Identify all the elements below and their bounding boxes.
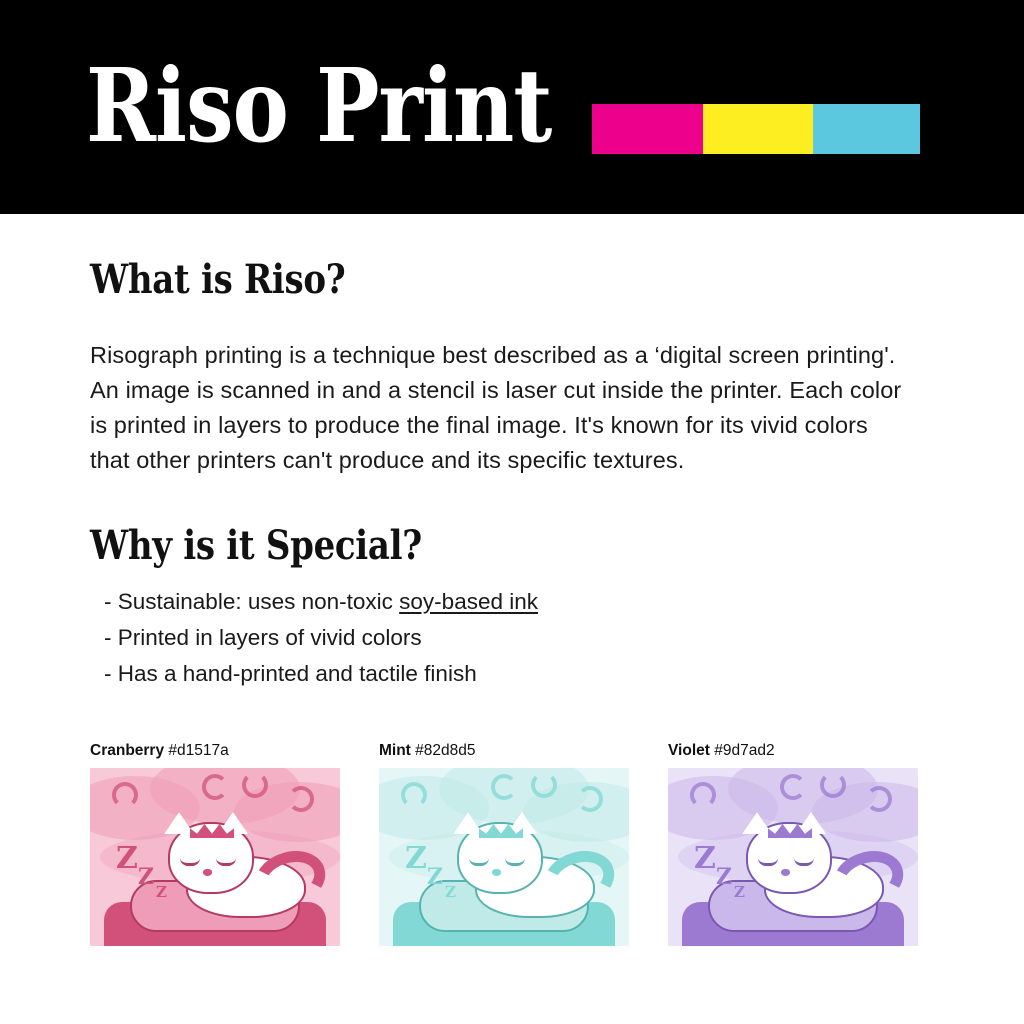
sleep-z-small: Z — [445, 883, 456, 901]
cat-ear-left — [164, 812, 194, 834]
color-card-row — [90, 742, 950, 946]
cat-nose — [492, 869, 501, 876]
color-card-violet — [668, 742, 918, 946]
cat-ear-left — [453, 812, 483, 834]
sleep-z-small: Z — [734, 883, 745, 901]
swirl-icon — [531, 772, 557, 798]
swirl-icon — [242, 772, 268, 798]
color-card-label — [90, 742, 340, 760]
benefits-list — [104, 584, 916, 692]
magenta-swatch — [592, 104, 703, 154]
paragraph-what-is-riso: Risograph printing is a technique best described as a ‘digital screen printing'. An image is scanned in and a stencil is laser cut inside the printer. Each color is printed in layers to produce the final image. It's known for its vivid colors that other printers can't produce and its specific textures. — [90, 341, 902, 473]
swirl-icon — [112, 782, 138, 808]
sleep-z-large: Z — [405, 841, 427, 876]
color-card-label — [668, 742, 918, 760]
page-title: Riso Print — [86, 46, 552, 166]
color-name: Mint — [379, 742, 411, 759]
list-item: - Has a hand-printed and tactile finish — [104, 661, 477, 686]
list-item: - Sustainable: uses non-toxic soy-based ink — [104, 589, 538, 614]
heading-why-special: Why is it Special? — [90, 522, 422, 570]
sleep-z-medium: Z — [138, 864, 155, 890]
cat-nose — [203, 869, 212, 876]
color-name: Cranberry — [90, 742, 165, 759]
color-card-label — [379, 742, 629, 760]
swirl-icon — [820, 772, 846, 798]
swirl-icon — [288, 786, 314, 812]
sleeping-cat-illustration-violet[interactable] — [668, 768, 918, 946]
cat-ear-left — [742, 812, 772, 834]
swirl-icon — [401, 782, 427, 808]
cyan-swatch — [813, 104, 920, 154]
color-name: Violet — [668, 742, 710, 759]
color-card-cranberry — [90, 742, 340, 946]
sleep-z-large: Z — [116, 841, 138, 876]
swirl-icon — [202, 774, 228, 800]
swirl-icon — [866, 786, 892, 812]
list-item: - Printed in layers of vivid colors — [104, 625, 422, 650]
swirl-icon — [491, 774, 517, 800]
swirl-icon — [690, 782, 716, 808]
ink-color-swatch-bar — [592, 104, 920, 154]
yellow-swatch — [703, 104, 813, 154]
color-hex: #9d7ad2 — [714, 742, 775, 759]
poster-body — [0, 214, 1024, 1024]
sleeping-cat-illustration-mint[interactable] — [379, 768, 629, 946]
color-card-mint — [379, 742, 629, 946]
sleep-z-medium: Z — [427, 864, 444, 890]
sleeping-cat-illustration-cranberry[interactable] — [90, 768, 340, 946]
sleep-z-large: Z — [694, 841, 716, 876]
swirl-icon — [780, 774, 806, 800]
sleep-z-small: Z — [156, 883, 167, 901]
poster-header — [0, 0, 1024, 214]
color-hex: #d1517a — [168, 742, 229, 759]
color-hex: #82d8d5 — [415, 742, 476, 759]
swirl-icon — [577, 786, 603, 812]
sleep-z-medium: Z — [716, 864, 733, 890]
heading-what-is-riso: What is Riso? — [90, 256, 346, 304]
cat-nose — [781, 869, 790, 876]
soy-based-ink-link[interactable]: soy-based ink — [399, 589, 538, 614]
